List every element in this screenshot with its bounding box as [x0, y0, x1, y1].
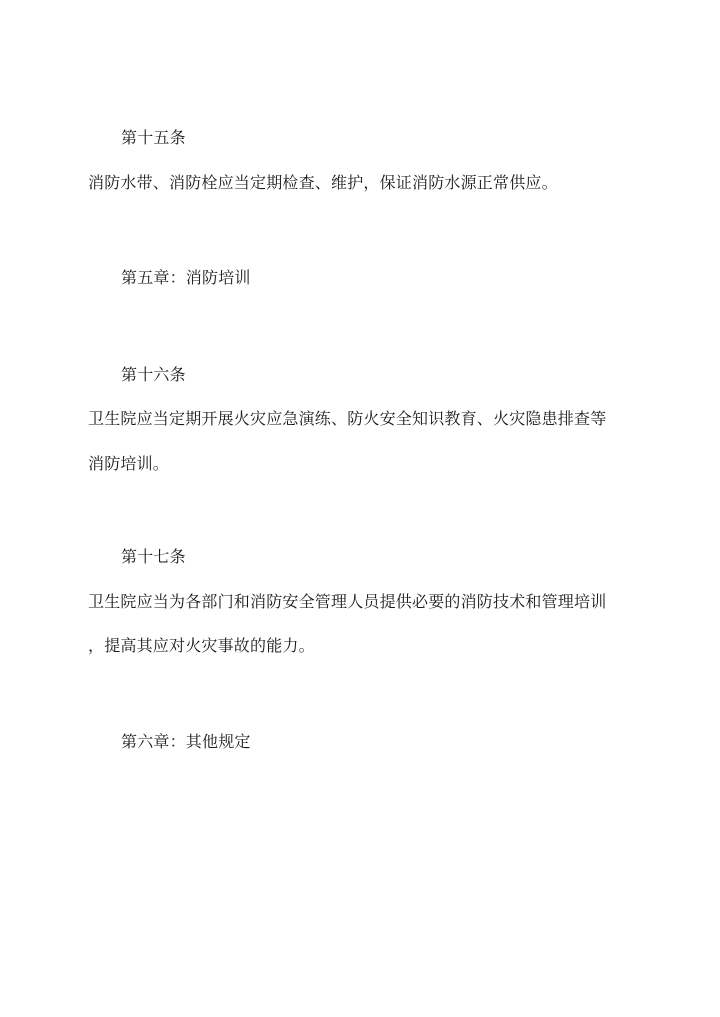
article-17-paragraph-line-2: ，提高其应对火灾事故的能力。 [88, 636, 315, 655]
article-17-heading: 第十七条 [121, 547, 186, 566]
article-16-heading: 第十六条 [121, 365, 186, 384]
article-15-paragraph-line-1: 消防水带、消防栓应当定期检查、维护，保证消防水源正常供应。 [88, 173, 558, 192]
article-17-paragraph-line-1: 卫生院应当为各部门和消防安全管理人员提供必要的消防技术和管理培训 [88, 592, 607, 611]
chapter-5-heading: 第五章：消防培训 [121, 268, 251, 287]
chapter-6-heading: 第六章：其他规定 [121, 732, 251, 751]
article-15-heading: 第十五条 [121, 128, 186, 147]
article-16-paragraph-line-1: 卫生院应当定期开展火灾应急演练、防火安全知识教育、火灾隐患排查等 [88, 409, 607, 428]
article-16-paragraph-line-2: 消防培训。 [88, 454, 170, 473]
